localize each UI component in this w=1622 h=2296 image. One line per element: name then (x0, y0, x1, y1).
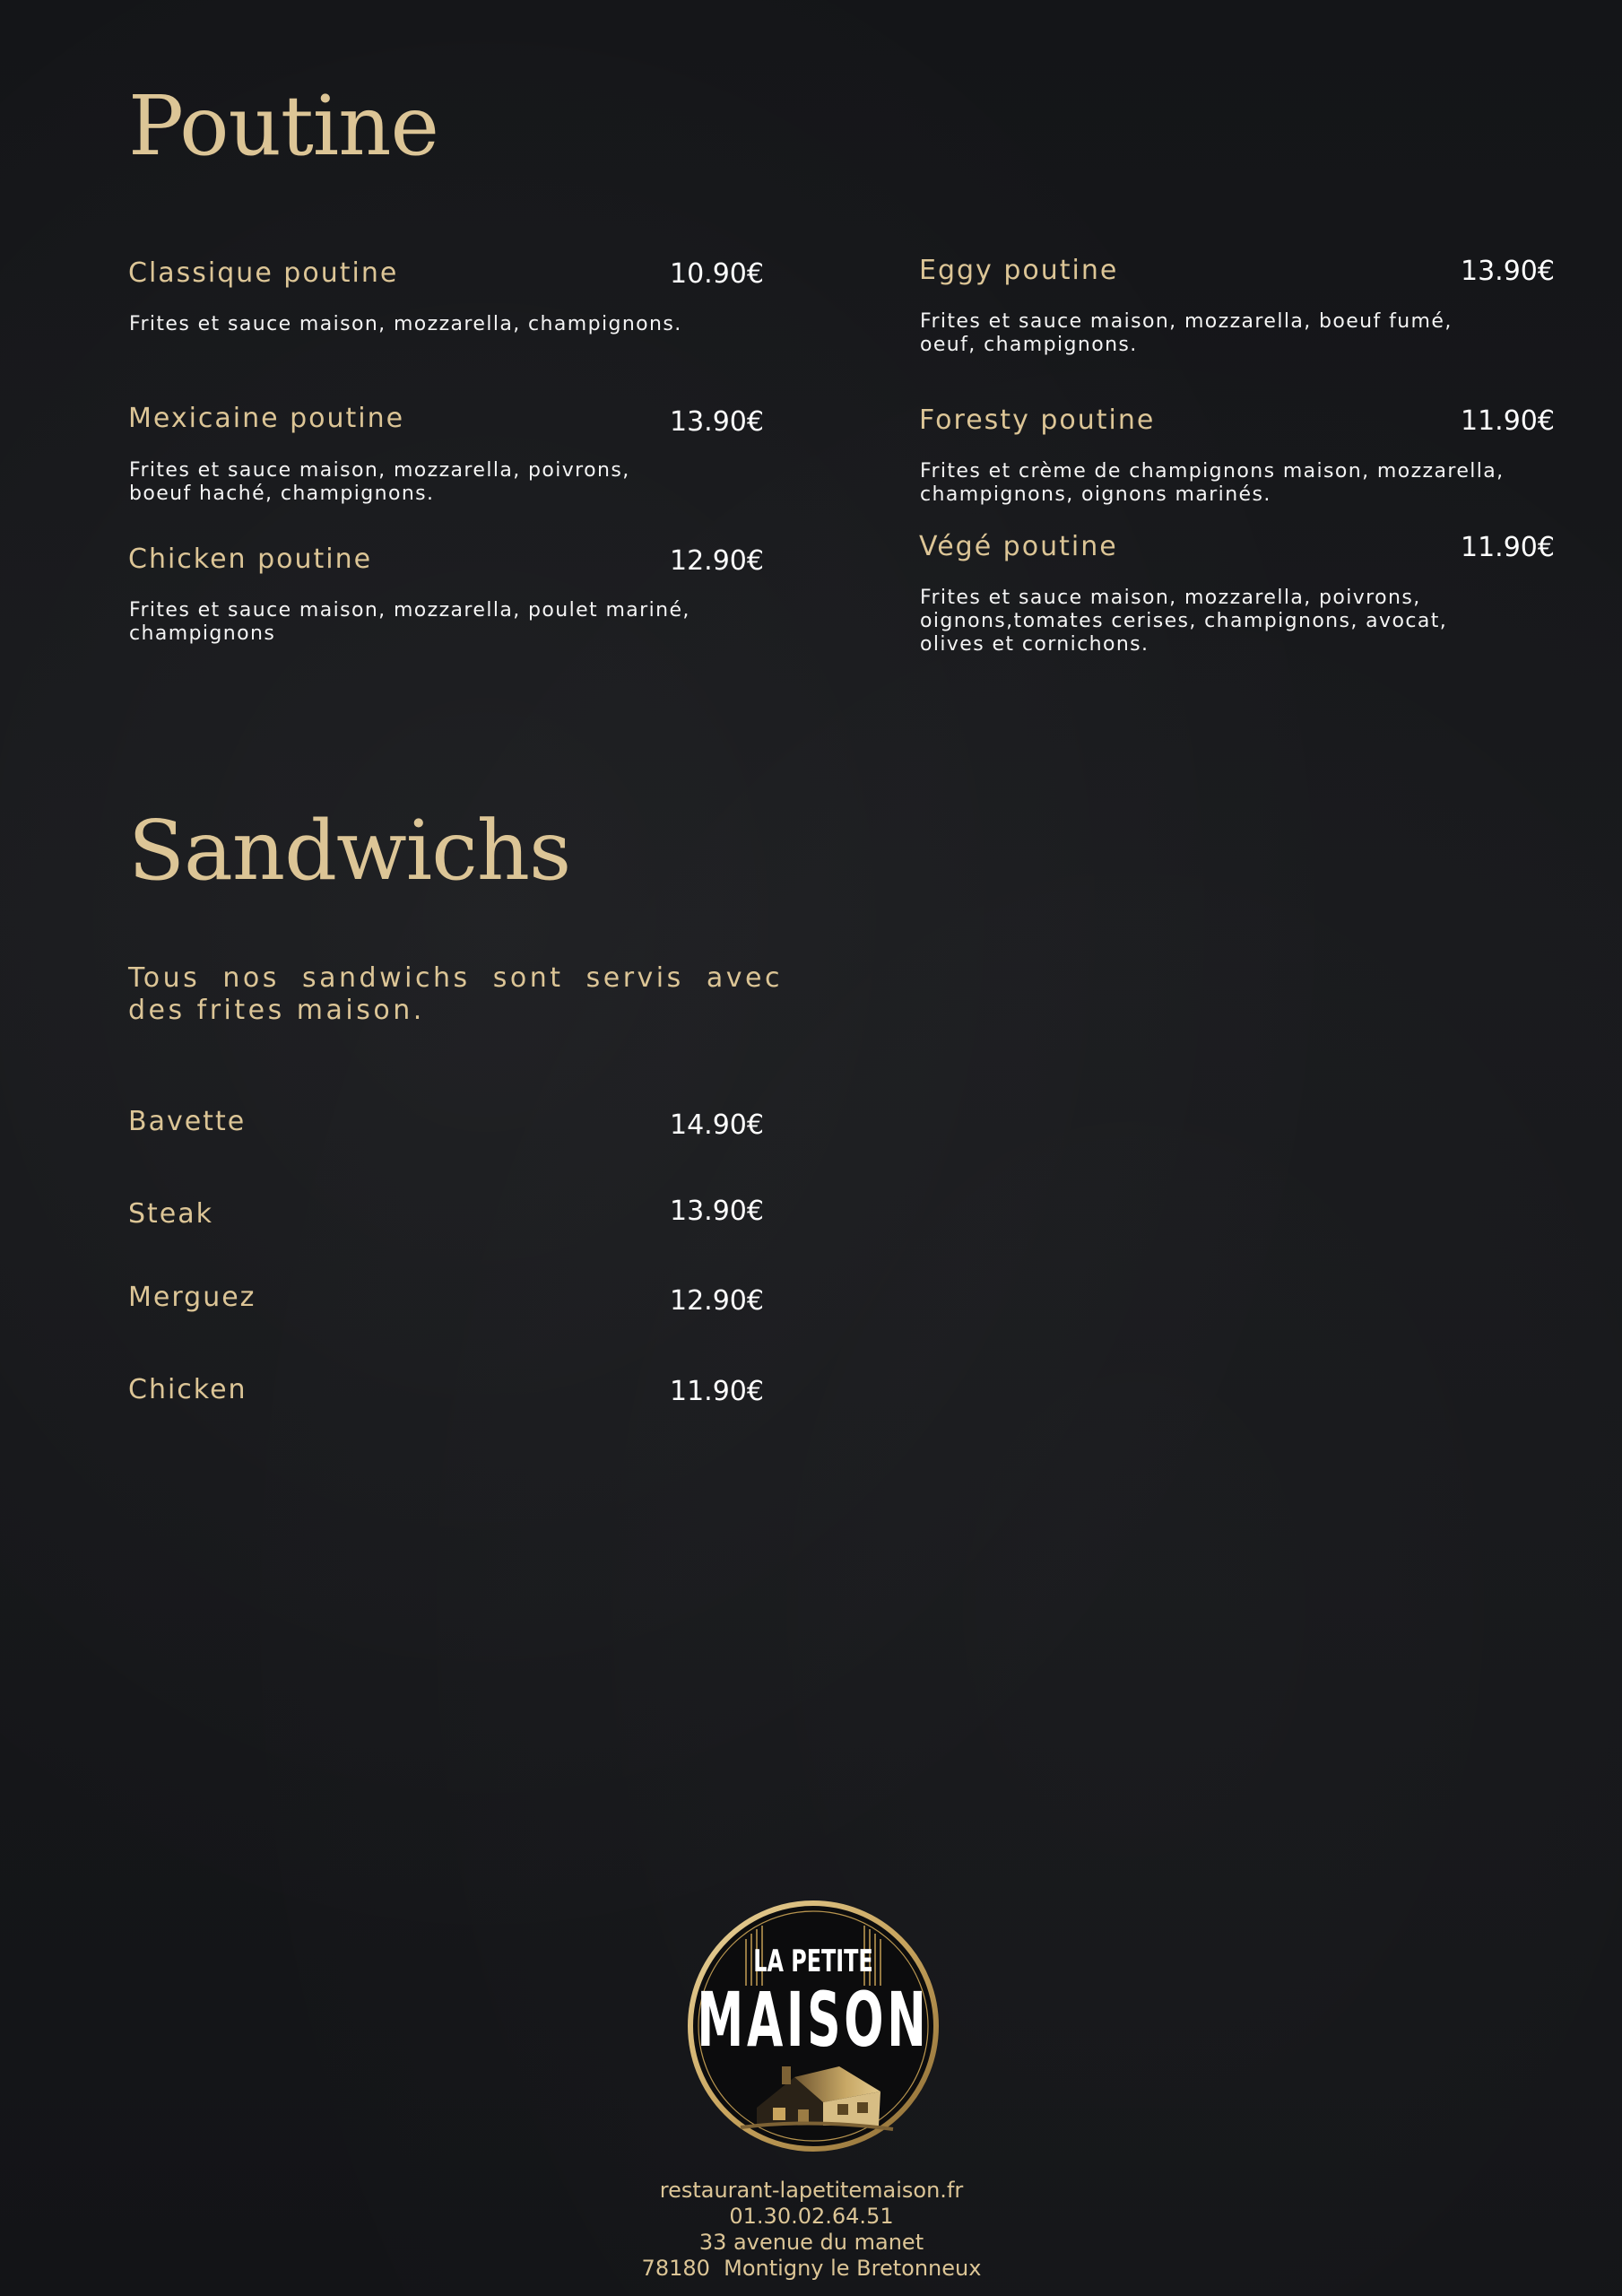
footer-phone: 01.30.02.64.51 (729, 2204, 894, 2229)
footer-city: 78180 Montigny le Bretonneux (641, 2256, 982, 2281)
menu-item-description: Frites et sauce maison, mozzarella, poivrons, oignons,tomates cerises, champignons, avocat, olives et cornichons. (920, 587, 1448, 656)
menu-item-price: 13.90€ (670, 406, 764, 438)
menu-item-description: Frites et sauce maison, mozzarella, poivrons, boeuf haché, champignons. (129, 459, 630, 505)
menu-item-name: Chicken (128, 1374, 247, 1405)
menu-item-name: Steak (128, 1198, 214, 1230)
menu-item-price: 10.90€ (670, 258, 764, 290)
menu-item-name: Merguez (128, 1282, 256, 1313)
logo-line1: LA PETITE (753, 1944, 873, 1979)
menu-item-price: 14.90€ (670, 1109, 764, 1141)
menu-item-price: 13.90€ (1461, 256, 1555, 287)
menu-item-price: 13.90€ (670, 1196, 764, 1227)
footer-website: restaurant-lapetitemaison.fr (659, 2178, 964, 2203)
footer-address: 33 avenue du manet (698, 2230, 924, 2255)
menu-item-name: Classique poutine (128, 257, 399, 289)
menu-item-name: Mexicaine poutine (128, 403, 405, 434)
menu-item-name: Bavette (128, 1106, 247, 1137)
menu-item-name: Végé poutine (919, 531, 1118, 562)
menu-item-description: Frites et sauce maison, mozzarella, champignons. (129, 313, 682, 335)
menu-item-price: 11.90€ (670, 1376, 764, 1407)
restaurant-logo (687, 1900, 940, 2152)
sandwichs-intro: Tous nos sandwichs sont servis avec des frites maison. (128, 962, 783, 1026)
menu-item-price: 11.90€ (1461, 532, 1555, 563)
menu-item-name: Chicken poutine (128, 544, 373, 575)
menu-item-description: Frites et sauce maison, mozzarella, poulet mariné, champignons (129, 599, 690, 645)
menu-item-description: Frites et sauce maison, mozzarella, boeuf fumé, oeuf, champignons. (920, 310, 1453, 356)
menu-item-name: Foresty poutine (919, 404, 1156, 436)
menu-item-price: 11.90€ (1461, 405, 1555, 437)
menu-item-price: 12.90€ (670, 1285, 764, 1317)
logo-line2: MAISON (697, 1977, 930, 2065)
menu-item-name: Eggy poutine (919, 255, 1119, 286)
menu-item-price: 12.90€ (670, 545, 764, 577)
menu-item-description: Frites et crème de champignons maison, mozzarella, champignons, oignons marinés. (920, 460, 1505, 506)
sandwichs-title: Sandwichs (128, 803, 571, 899)
poutine-title: Poutine (128, 78, 438, 174)
